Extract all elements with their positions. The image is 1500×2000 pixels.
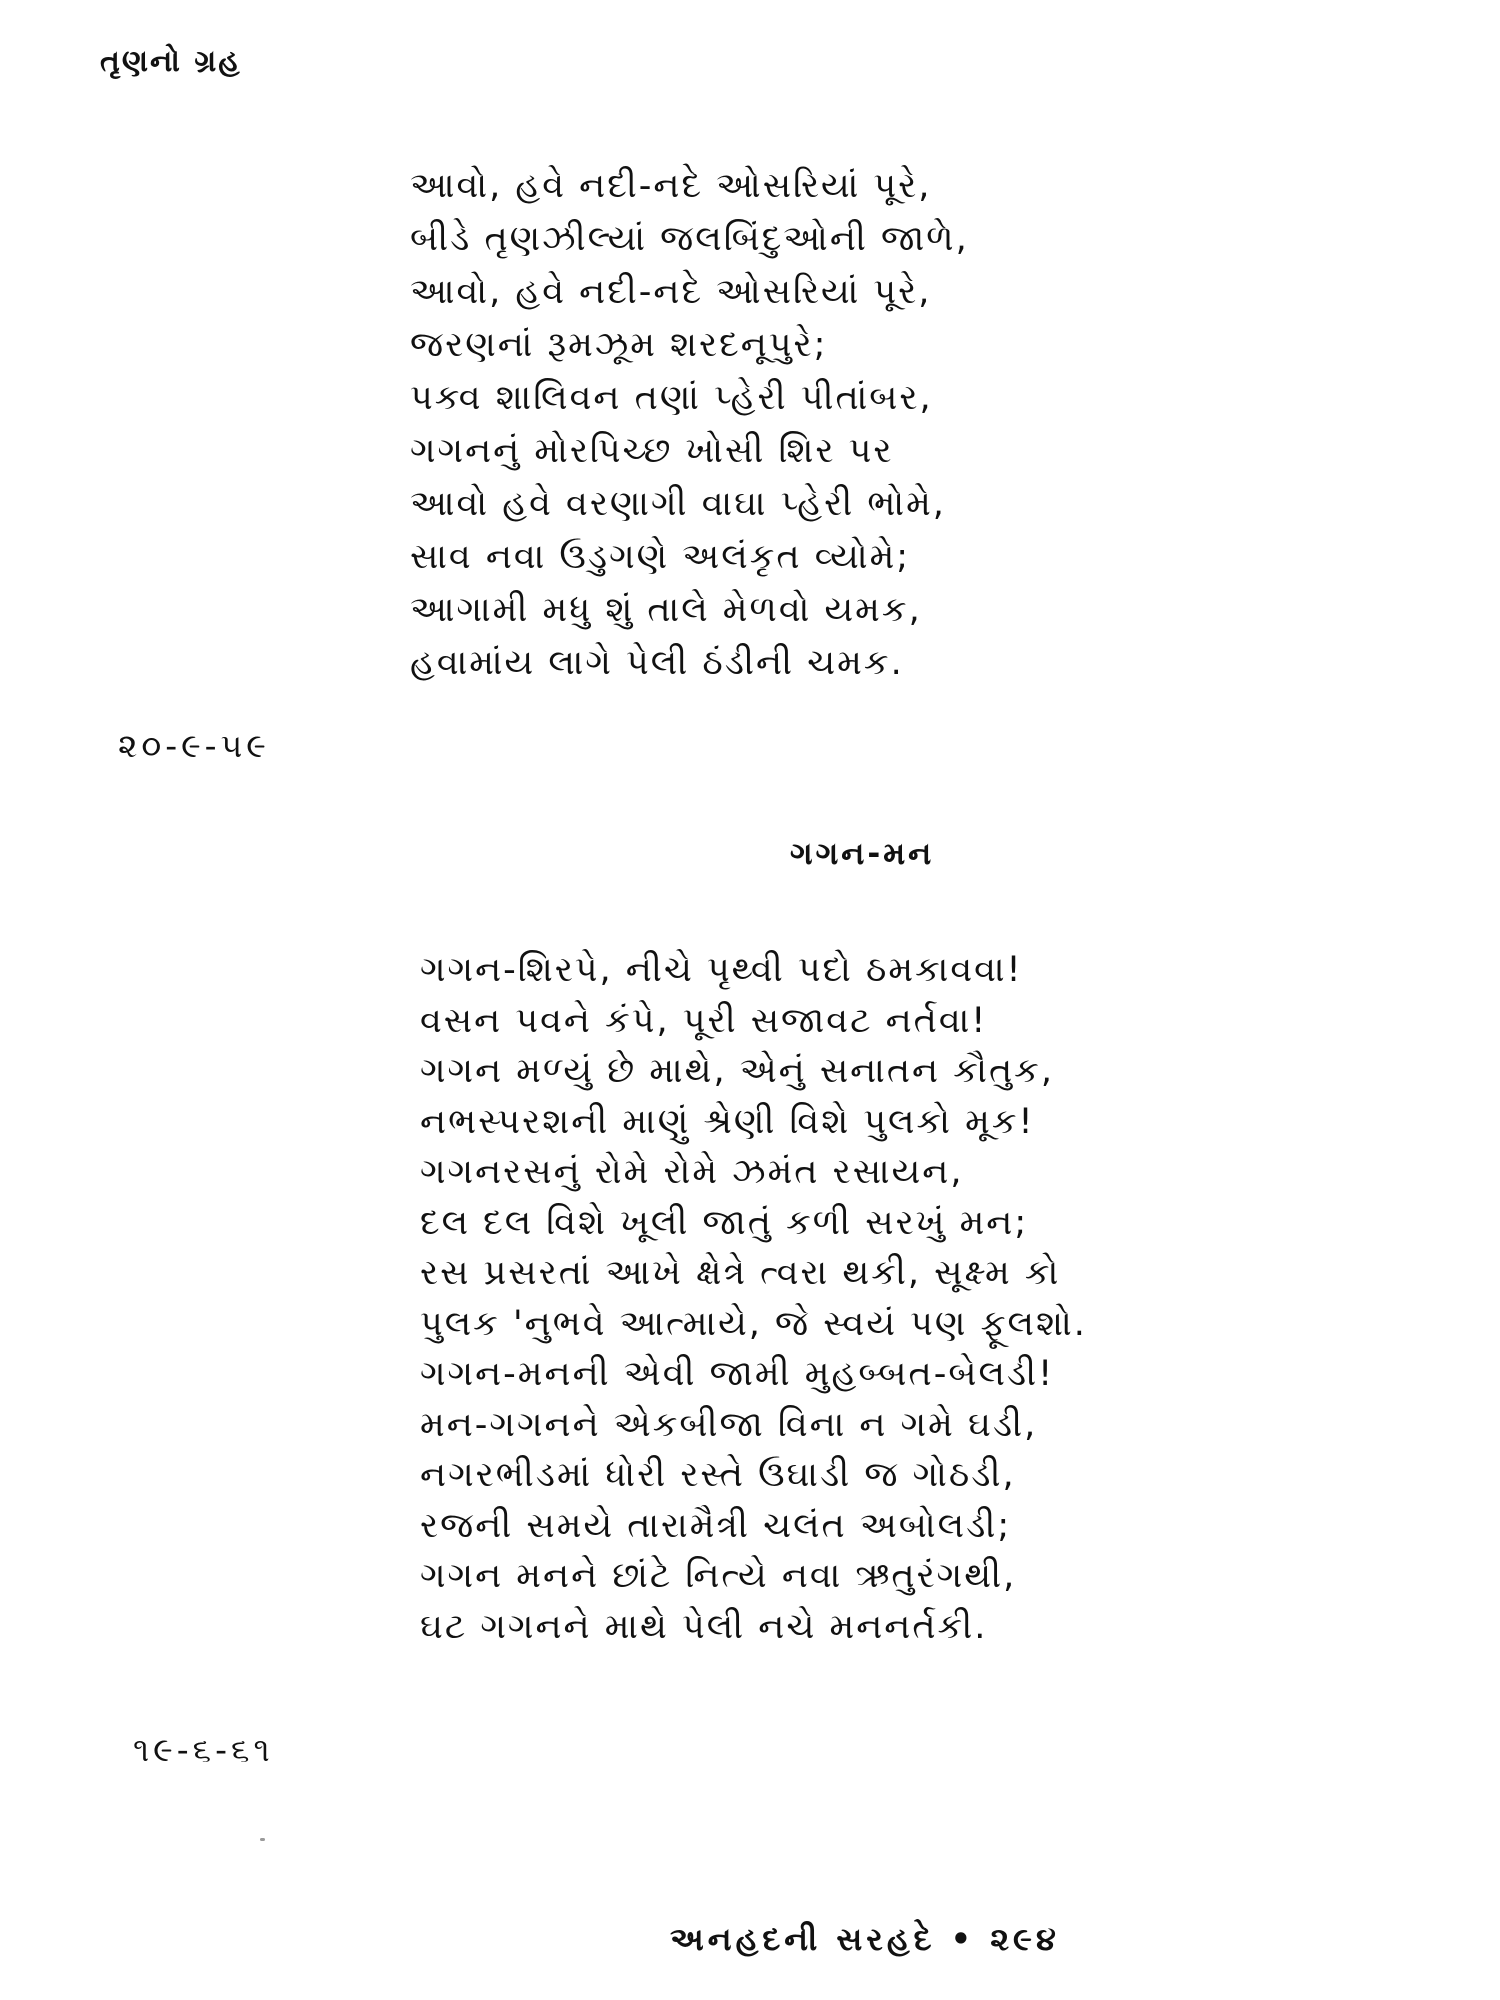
poem-line: રજની સમયે તારામૈત્રી ચલંત અબોલડી;: [420, 1505, 1012, 1546]
poem-line: દલ દલ વિશે ખૂલી જાતું કળી સરખું મન;: [420, 1202, 1029, 1243]
poem-2-title: ગગન-મન: [790, 836, 935, 872]
poem-line: મન-ગગનને એકબીજા વિના ન ગમે ઘડી,: [420, 1404, 1038, 1445]
page-number: ૨૯૪: [990, 1920, 1060, 1958]
poem-line: આવો હવે વરણાગી વાઘા પ્હેરી ભોમે,: [410, 484, 946, 524]
poem-line: ગગન મળ્યું છે માથે, એનું સનાતન કૌતુક,: [420, 1051, 1054, 1091]
page-footer: [670, 1920, 1060, 1959]
footer-separator: •: [950, 1920, 976, 1958]
poem-line: પક્વ શાલિવન તણાં પ્હેરી પીતાંબર,: [410, 378, 933, 418]
poem-line: ગગન-મનની એવી જામી મુહબ્બત-બેલડી!: [420, 1354, 1055, 1394]
running-head: તૃણનો ગ્રહ: [100, 44, 242, 79]
poem-line: ગગનરસનું રોમે રોમે ઝમંત રસાયન,: [420, 1152, 964, 1192]
poem-2-date: ૧૯-૬-૬૧: [133, 1730, 274, 1769]
poem-2: [420, 945, 1087, 1652]
poem-1-date: ૨૦-૯-૫૯: [118, 726, 270, 765]
poem-line: આગામી મધુ શું તાલે મેળવો યમક,: [410, 590, 922, 630]
print-speck: [260, 1838, 265, 1841]
poem-line: બીડે તૃણઝીલ્યાં જલબિંદુઓની જાળે,: [410, 219, 969, 259]
poem-line: ગગન-શિરપે, નીચે પૃથ્વી પદો ઠમકાવવા!: [420, 950, 1023, 990]
poem-line: ગગનનું મોરપિચ્છ ખોસી શિર પર: [410, 431, 894, 471]
poem-1: [410, 160, 969, 690]
poem-line: વસન પવને કંપે, પૂરી સજાવટ નર્તવા!: [420, 1000, 988, 1041]
poem-line: ઘટ ગગનને માથે પેલી નચે મનનર્તકી.: [420, 1606, 988, 1647]
poem-line: રસ પ્રસરતાં આખે ક્ષેત્રે ત્વરા થકી, સૂક્ષ્મ કો: [420, 1253, 1061, 1293]
footer-book-title: અનહદની સરહદે: [670, 1920, 936, 1958]
poem-line: સાવ નવા ઉડુગણે અલંકૃત વ્યોમે;: [410, 537, 911, 577]
poem-line: હવામાંય લાગે પેલી ઠંડીની ચમક.: [410, 643, 904, 683]
poem-line: જરણનાં રૂમઝૂમ શરદનૂપુરે;: [410, 325, 828, 365]
poem-line: આવો, હવે નદી-નદે ઓસરિયાં પૂરે,: [410, 166, 932, 206]
poem-line: નભસ્પરશની માણું શ્રેણી વિશે પુલકો મૂક!: [420, 1101, 1035, 1142]
poem-line: આવો, હવે નદી-નદે ઓસરિયાં પૂરે,: [410, 272, 932, 312]
poem-line: પુલક 'નુભવે આત્માયે, જે સ્વયં પણ ફૂલશો.: [420, 1303, 1087, 1344]
poem-line: નગરભીડમાં ધોરી રસ્તે ઉઘાડી જ ગોઠડી,: [420, 1455, 1016, 1495]
poem-line: ગગન મનને છાંટે નિત્યે નવા ઋતુરંગથી,: [420, 1556, 1017, 1596]
